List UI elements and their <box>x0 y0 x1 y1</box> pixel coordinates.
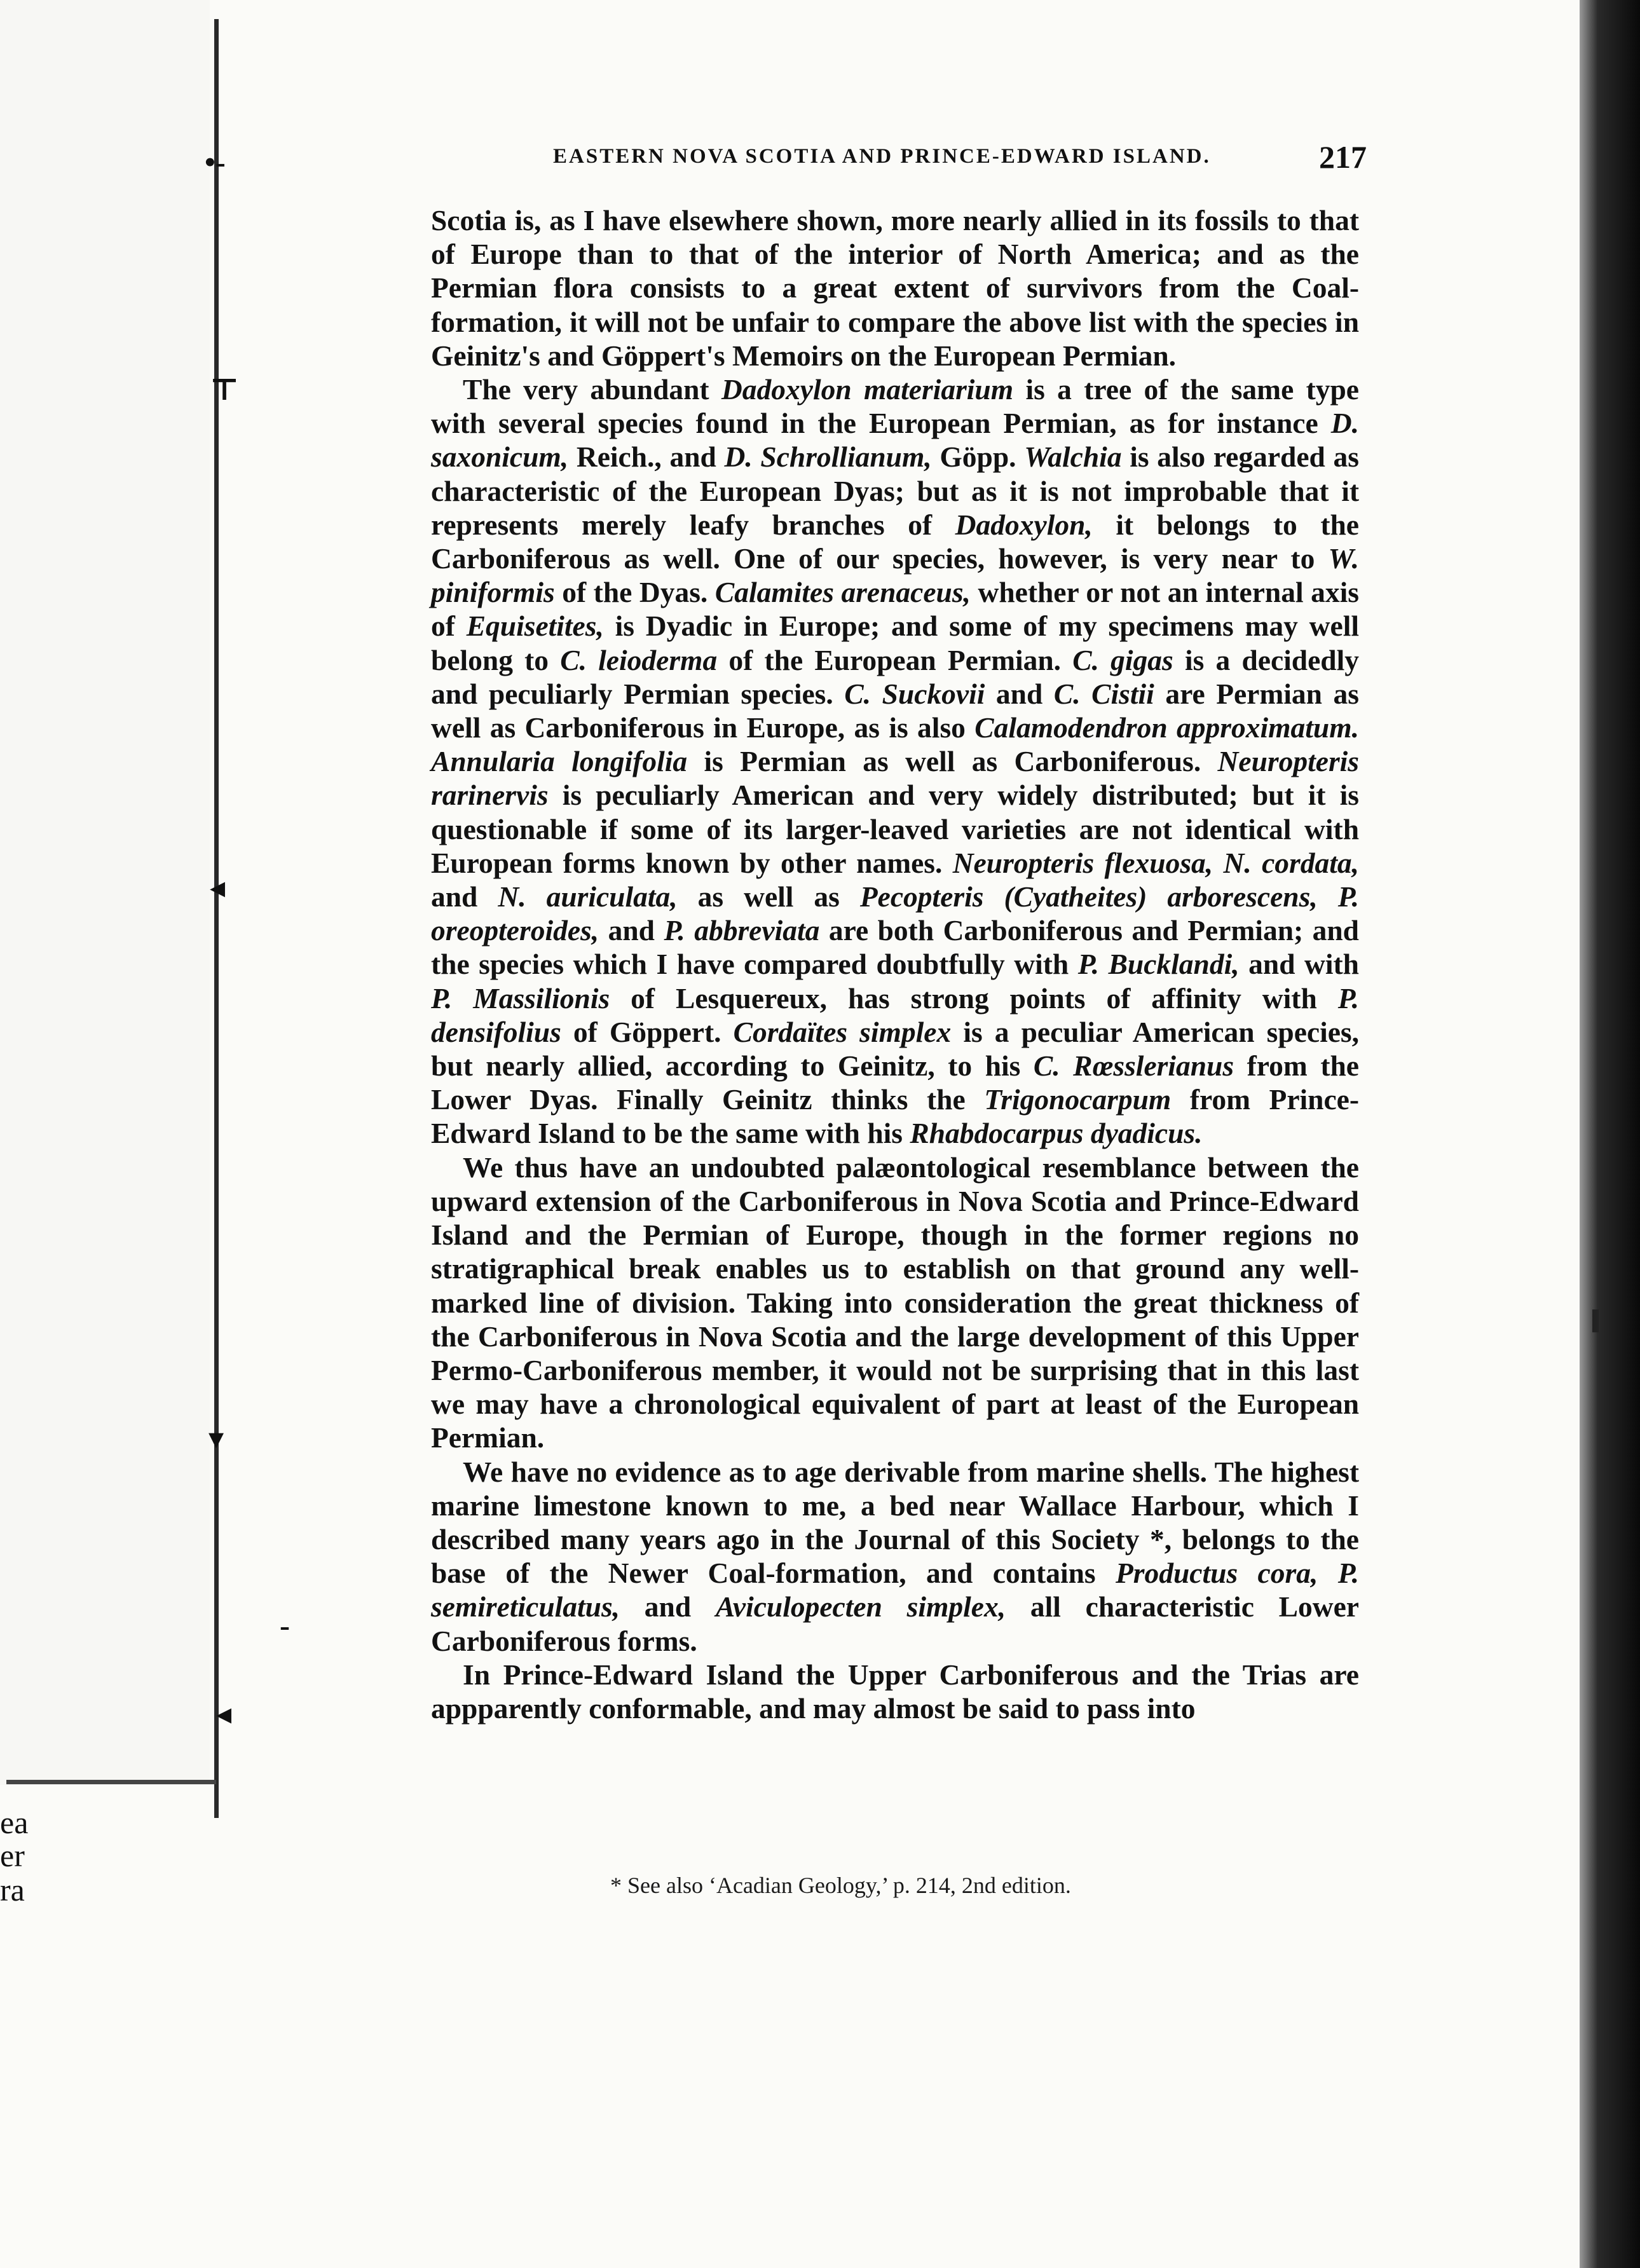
binding-mark: ▾ <box>208 1422 224 1456</box>
facing-page-fragment: ra <box>0 1872 25 1908</box>
paragraph: In Prince-Edward Island the Upper Carboniferous and the Trias are appparently conformable, and may almost be said to pass into <box>431 1658 1359 1725</box>
running-title: EASTERN NOVA SCOTIA AND PRINCE-EDWARD ISLAND. <box>553 145 1211 168</box>
binding-mark: ⊤ <box>210 373 240 407</box>
binding-mark: •- <box>205 146 226 179</box>
gutter-line <box>214 19 219 1818</box>
facing-page-fragment: er <box>0 1838 25 1873</box>
binding-mark: ◂ <box>216 1697 232 1731</box>
facing-page-bottom-edge <box>6 1780 216 1784</box>
body-text <box>431 203 1359 1725</box>
paragraph: Scotia is, as I have elsewhere shown, more nearly allied in its fossils to that of Europe than to that of the interior of North America; and as the Permian flora consists to a great extent of survivors from the Coal-formation, it will not be unfair to compare the above list with the species in Geinitz's and Göppert's Memoirs on the European Permian. <box>431 204 1359 372</box>
facing-page-edge <box>0 0 210 1785</box>
binding-mark: - <box>280 1609 290 1643</box>
paragraph: We thus have an undoubted palæontological resemblance between the upward extension of the Carboniferous in Nova Scotia and Prince-Edward Island and the Permian of Europe, though in the former regions no stratigraphical break enables us to establish on that ground any well-marked line of division. Taking into consideration the great thickness of the Carboniferous in Nova Scotia and the large development of this Upper Permo-Carboniferous member, it would not be surprising that in this last we may have a chronological equivalent of part at least of the European Permian. <box>431 1151 1359 1454</box>
facing-page-fragment: ea <box>0 1805 29 1840</box>
binding-mark: ◂ <box>210 871 226 905</box>
edge-mark <box>1592 1309 1599 1332</box>
paragraph: The very abundant Dadoxylon materiarium is a tree of the same type with several species found in the European Permian, as for instance D. saxonicum, Reich., and D. Schrollianum, Göpp. Walchia is also regarded as characteristic of the European Dyas; but as it is not improbable that it represents merely leafy branches of Dadoxylon, it belongs to the Carboniferous as well. One of our species, however, is very near to W. piniformis of the Dyas. Calamites arenaceus, whether or not an internal axis of Equisetites, is Dyadic in Europe; and some of my specimens may well belong to C. leioderma of the European Permian. C. gigas is a decidedly and peculiarly Permian species. C. Suckovii and C. Cistii are Permian as well as Carboniferous in Europe, as is also Calamodendron approximatum. Annularia longifolia is Permian as well as Carboniferous. Neuropteris rarinervis is peculiarly American and very widely distributed; but it is questionable if some of its larger-leaved varieties are not identical with European forms known by other names. Neuropteris flexuosa, N. cordata, and N. auriculata, as well as Pecopteris (Cyatheites) arborescens, P. oreopteroides, and P. abbreviata are both Carboniferous and Permian; and the species which I have compared doubtfully with P. Bucklandi, and with P. Massilionis of Lesquereux, has strong points of affinity with P. densifolius of Göppert. Cordaïtes simplex is a peculiar American species, but nearly allied, according to Geinitz, to his C. Rœsslerianus from the Lower Dyas. Finally Geinitz thinks the Trigonocarpum from Prince-Edward Island to be the same with his Rhabdocarpus dyadicus. <box>431 373 1360 1150</box>
paragraph: We have no evidence as to age derivable from marine shells. The highest marine limestone known to me, a bed near Wallace Harbour, which I described many years ago in the Journal of this Society *, belongs to the base of the Newer Coal-formation, and contains Productus cora, P. semireticulatus, and Aviculopecten simplex, all characteristic Lower Carboniferous forms. <box>431 1455 1360 1657</box>
footnote: * See also ‘Acadian Geology,’ p. 214, 2nd edition. <box>610 1873 1071 1898</box>
page-edge-shadow <box>1580 0 1640 2268</box>
page-number: 217 <box>1319 139 1367 175</box>
